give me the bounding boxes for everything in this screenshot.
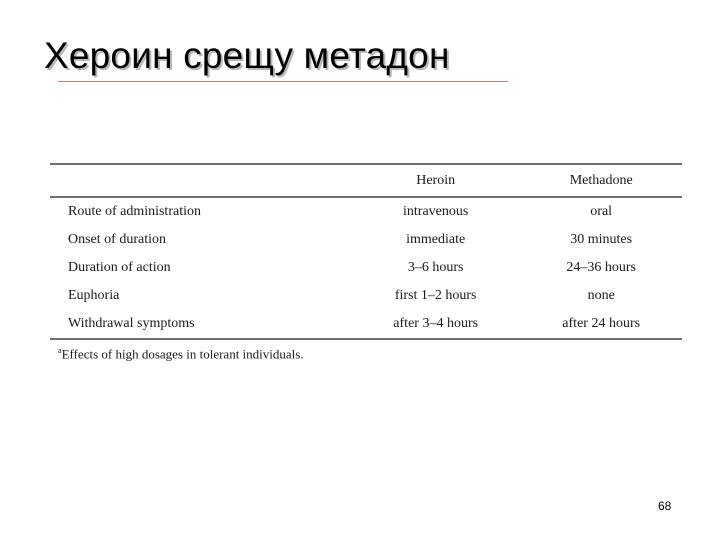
comparison-table-container: [50, 163, 682, 362]
table-footnote: [50, 346, 682, 362]
methadone-cell: oral: [590, 204, 613, 219]
methadone-cell: 30 minutes: [570, 232, 633, 247]
methadone-cell: none: [587, 288, 615, 303]
title-underline: [58, 81, 508, 82]
heroin-cell: immediate: [406, 232, 466, 247]
heroin-cell: first 1–2 hours: [394, 288, 477, 303]
slide-title: Хероин срещу метадон: [44, 35, 450, 76]
page-number: 68: [658, 499, 672, 513]
comparison-table: [50, 165, 682, 338]
column-header-heroin: Heroin: [416, 172, 456, 188]
heroin-cell: intravenous: [403, 204, 469, 219]
table-row: [50, 197, 682, 226]
methadone-cell: 24–36 hours: [566, 260, 636, 275]
heroin-cell: after 3–4 hours: [393, 316, 479, 331]
footnote-marker: a: [58, 346, 62, 355]
table-bottom-rule: [50, 338, 682, 340]
row-label: Withdrawal symptoms: [68, 316, 195, 331]
footnote-text: Effects of high dosages in tolerant individuals.: [61, 346, 304, 362]
row-label: Onset of duration: [68, 232, 166, 247]
table-row: [50, 282, 682, 310]
column-header-methadone: Methadone: [569, 172, 633, 188]
table-row: [50, 254, 682, 282]
heroin-cell: 3–6 hours: [407, 260, 464, 275]
column-header-feature: [50, 165, 351, 197]
methadone-cell: after 24 hours: [562, 316, 641, 331]
table-row: [50, 310, 682, 338]
row-label: Route of administration: [68, 204, 201, 219]
row-label: Duration of action: [68, 260, 171, 275]
table-row: [50, 226, 682, 254]
table-header-row: [50, 165, 682, 197]
row-label: Euphoria: [68, 288, 120, 303]
